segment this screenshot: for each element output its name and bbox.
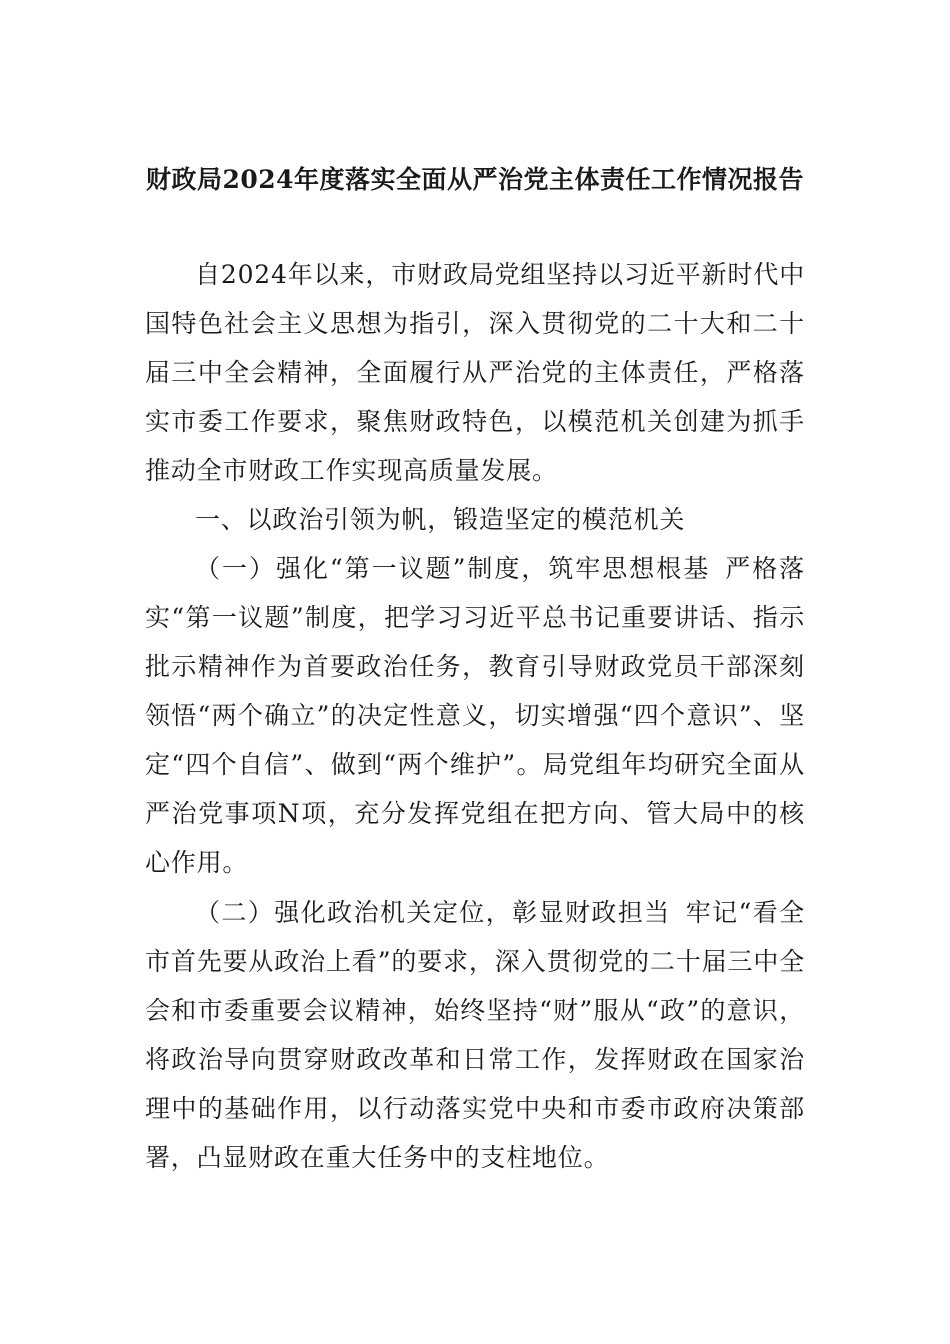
subsection-1-body: 严格落实“第一议题”制度，把学习习近平总书记重要讲话、指示批示精神作为首要政治任务，教育引导财政党员干部深刻领悟“两个确立”的决定性意义，切实增强“四个意识”、坚定“四个自信”、做到“两个维护”。局党组年均研究全面从严治党事项N项，充分发挥党组在把方向、管大局中的核心作用。 (145, 554, 805, 877)
subsection-1-title: （一）强化“第一议题”制度，筑牢思想根基 (195, 554, 711, 583)
document-body (145, 250, 805, 1182)
subsection-2-title: （二）强化政治机关定位，彰显财政担当 (195, 898, 671, 927)
subsection-2-body: 牢记“看全市首先要从政治上看”的要求，深入贯彻党的二十届三中全会和市委重要会议精神，始终坚持“财”服从“政”的意识，将政治导向贯穿财政改革和日常工作，发挥财政在国家治理中的基础作用，以行动落实党中央和市委市政府决策部署，凸显财政在重大任务中的支柱地位。 (145, 898, 805, 1172)
document-title: 财政局2024年度落实全面从严治党主体责任工作情况报告 (145, 165, 805, 194)
intro-paragraph: 自2024年以来，市财政局党组坚持以习近平新时代中国特色社会主义思想为指引，深入贯彻党的二十大和二十届三中全会精神，全面履行从严治党的主体责任，严格落实市委工作要求，聚焦财政特色，以模范机关创建为抓手推动全市财政工作实现高质量发展。 (145, 260, 805, 485)
subsection-1 (145, 544, 805, 887)
section-heading-1: 一、以政治引领为帆，锻造坚定的模范机关 (195, 505, 686, 534)
subsection-2 (145, 888, 805, 1182)
